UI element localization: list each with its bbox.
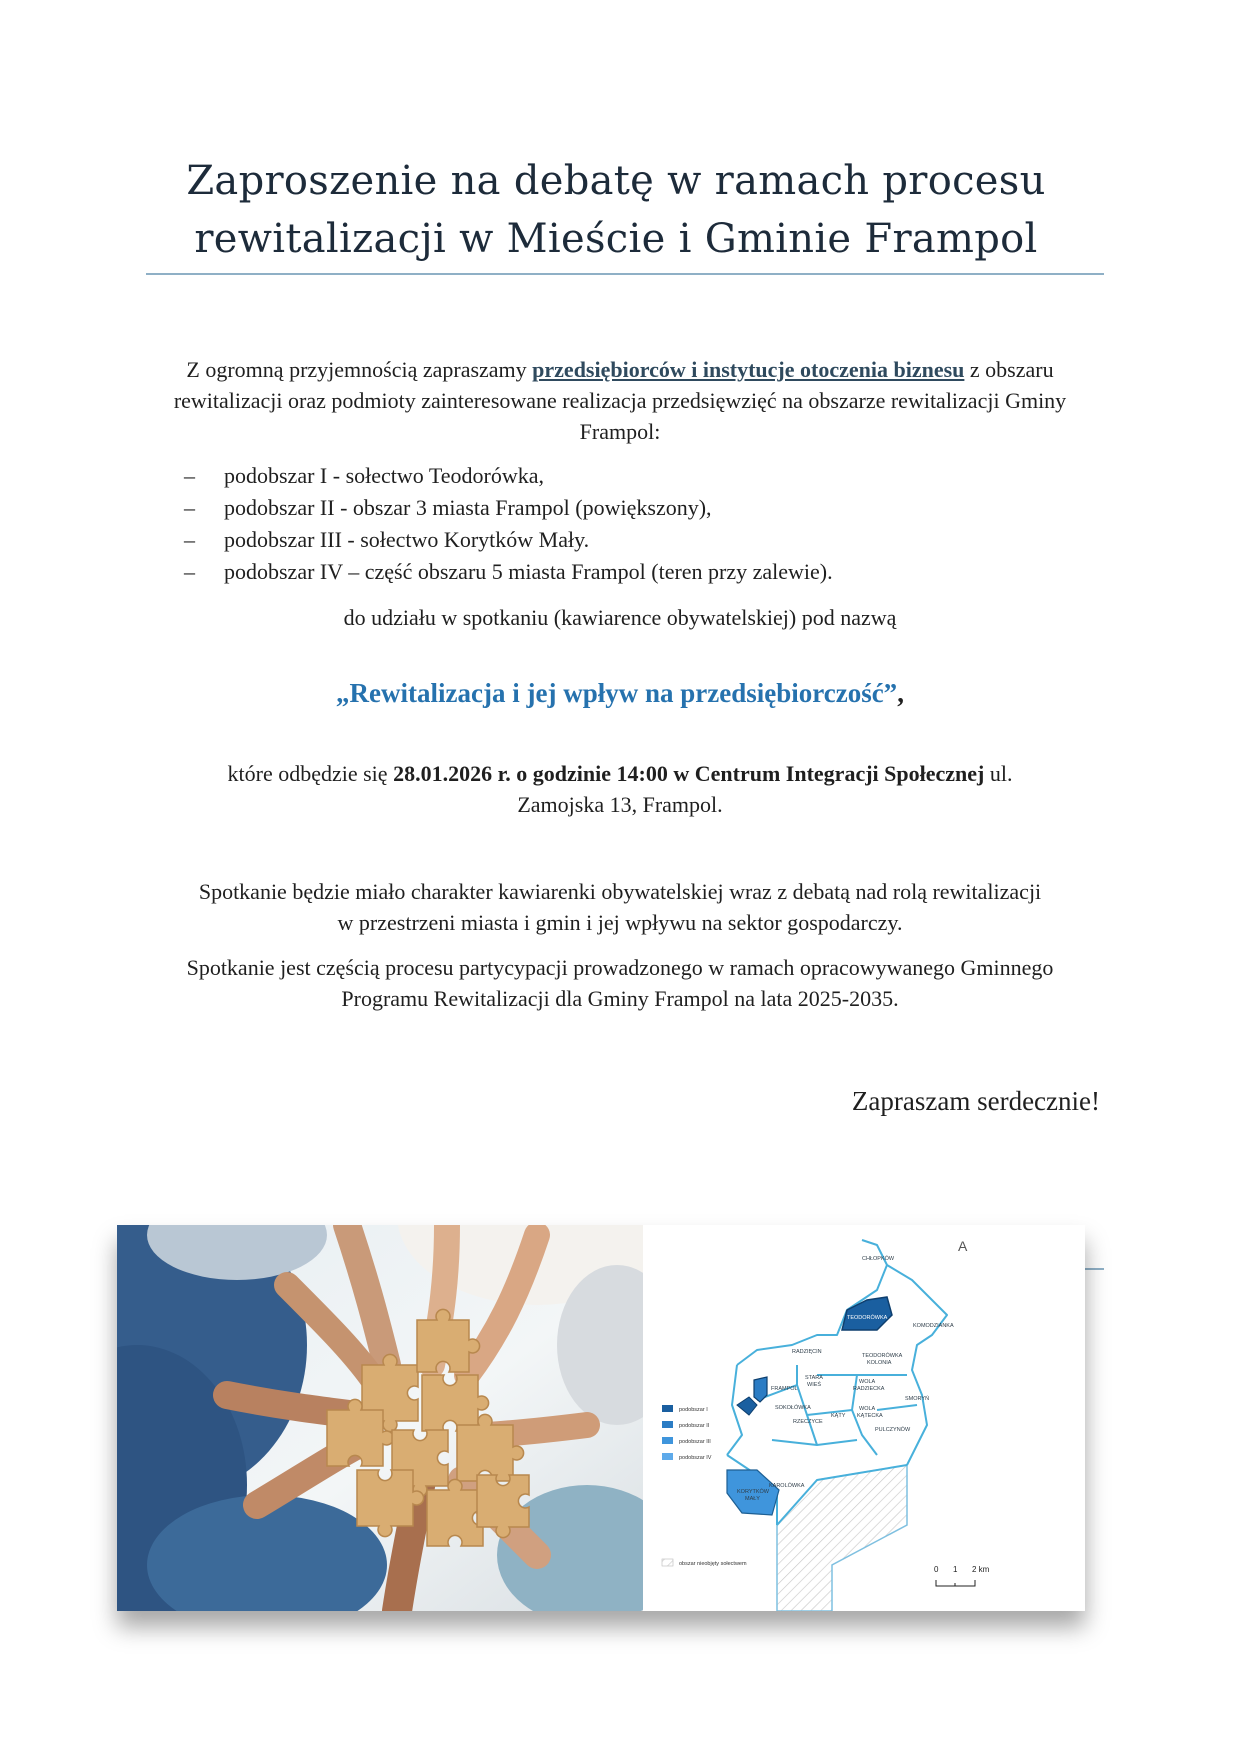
- title-line-1: Zaproszenie na debatę w ramach procesu: [186, 158, 1046, 204]
- event-details-line: [150, 758, 1090, 789]
- place-label: SOKOŁÓWKA: [775, 1405, 811, 1411]
- list-dash: –: [184, 527, 195, 552]
- place-label: KĄTECKA: [857, 1413, 883, 1419]
- place-label: FRAMPOL: [771, 1386, 798, 1392]
- place-label: RADZIECKA: [853, 1386, 885, 1392]
- intro-text-start: Z ogromną przyjemnością zapraszamy: [186, 357, 533, 382]
- page-title: [130, 152, 1102, 268]
- event-name-text: „Rewitalizacja i jej wpływ na przedsiębiorczość”: [336, 678, 898, 708]
- legend-label: podobszar II: [679, 1423, 710, 1429]
- event-venue: Centrum Integracji Społecznej: [694, 761, 985, 786]
- place-label: TEODORÓWKA: [847, 1315, 888, 1321]
- scale-label: 1: [953, 1565, 958, 1574]
- puzzle-hands-photo: [117, 1225, 677, 1611]
- subarea-text: podobszar IV – część obszaru 5 miasta Frampol (teren przy zalewie).: [224, 559, 833, 584]
- title-underline: [146, 273, 1104, 275]
- list-dash: –: [184, 559, 195, 584]
- context-paragraph: Spotkanie jest częścią procesu partycypacji prowadzonego w ramach opracowywanego Gminnego Programu Rewitalizacji dla Gminy Frampol na lata 2025-2035.: [186, 955, 1054, 1011]
- details-prefix: które odbędzie się: [227, 761, 394, 786]
- place-label: SMORYŃ: [905, 1396, 930, 1402]
- place-label: MAŁY: [745, 1496, 760, 1502]
- list-dash: –: [184, 463, 195, 488]
- place-label: RZECZYCE: [793, 1419, 823, 1425]
- subarea-list: [184, 460, 1084, 588]
- place-label: KORYTKÓW: [737, 1489, 769, 1495]
- banner-graphic: [117, 1225, 1085, 1611]
- revitalization-map: [643, 1225, 1085, 1611]
- legend-swatch: [662, 1437, 673, 1444]
- title-line-2: rewitalizacji w Mieście i Gminie Frampol: [194, 216, 1038, 262]
- list-dash: –: [184, 495, 195, 520]
- place-label: WIEŚ: [807, 1382, 822, 1388]
- details-suffix: ul.: [984, 761, 1013, 786]
- place-label: KOLONIA: [867, 1360, 892, 1366]
- legend-label: podobszar III: [679, 1439, 711, 1445]
- subarea-item: [184, 556, 1084, 588]
- place-label: RADZIĘCIN: [792, 1349, 822, 1355]
- description-paragraph: Spotkanie będzie miało charakter kawiarenki obywatelskiej wraz z debatą nad rolą rewitalizacji w przestrzeni miasta i gmin i jej wpływu na sektor gospodarczy.: [198, 879, 1042, 935]
- closing-line: Zapraszam serdecznie!: [851, 1086, 1100, 1116]
- subarea-item: [184, 460, 1084, 492]
- legend-swatch-hatched: [662, 1559, 673, 1566]
- place-label: WOLA: [859, 1379, 876, 1385]
- subarea-text: podobszar III - sołectwo Korytków Mały.: [224, 527, 590, 552]
- legend-label: podobszar IV: [679, 1455, 712, 1461]
- event-name-comma: ,: [897, 678, 904, 708]
- legend-swatch: [662, 1405, 673, 1412]
- place-label: TEODORÓWKA: [862, 1353, 903, 1359]
- place-label: WOLA: [859, 1406, 876, 1412]
- place-label: STARA: [805, 1375, 823, 1381]
- subarea-text: podobszar II - obszar 3 miasta Frampol (powiększony),: [224, 495, 712, 520]
- legend-label: podobszar I: [679, 1407, 708, 1413]
- event-name: [150, 678, 1090, 709]
- place-label: KOMODZIANKA: [913, 1323, 954, 1329]
- place-label: KAROLÓWKA: [769, 1483, 805, 1489]
- subarea-item: [184, 524, 1084, 556]
- event-date: 28.01.2026 r. o godzinie 14:00: [393, 761, 668, 786]
- event-details: [150, 758, 1090, 820]
- details-mid: w: [667, 761, 695, 786]
- scale-label: 2 km: [972, 1565, 990, 1574]
- subarea-text: podobszar I - sołectwo Teodorówka,: [224, 463, 545, 488]
- participation-text: do udziału w spotkaniu (kawiarence obywatelskiej) pod nazwą: [343, 605, 897, 630]
- intro-highlight: przedsiębiorców i instytucje otoczenia biznesu: [532, 357, 965, 382]
- north-arrow-icon: A: [958, 1238, 968, 1254]
- legend-swatch: [662, 1421, 673, 1428]
- scale-label: 0: [934, 1565, 939, 1574]
- place-label: PULCZYNÓW: [875, 1427, 911, 1433]
- banner-image: [117, 1225, 1085, 1611]
- subarea-item: [184, 492, 1084, 524]
- intro-text-end: z obszaru rewitalizacji oraz podmioty zainteresowane realizacja przedsięwzięć na obszarze rewitalizacji Gminy Frampol:: [173, 357, 1067, 444]
- place-label: KĄTY: [831, 1413, 846, 1419]
- intro-paragraph: [150, 354, 1090, 447]
- legend-label: obszar nieobjęty sołectwem: [679, 1561, 747, 1567]
- legend-swatch: [662, 1453, 673, 1460]
- event-address: Zamojska 13, Frampol.: [517, 792, 723, 817]
- place-label: CHŁOPKÓW: [862, 1256, 895, 1262]
